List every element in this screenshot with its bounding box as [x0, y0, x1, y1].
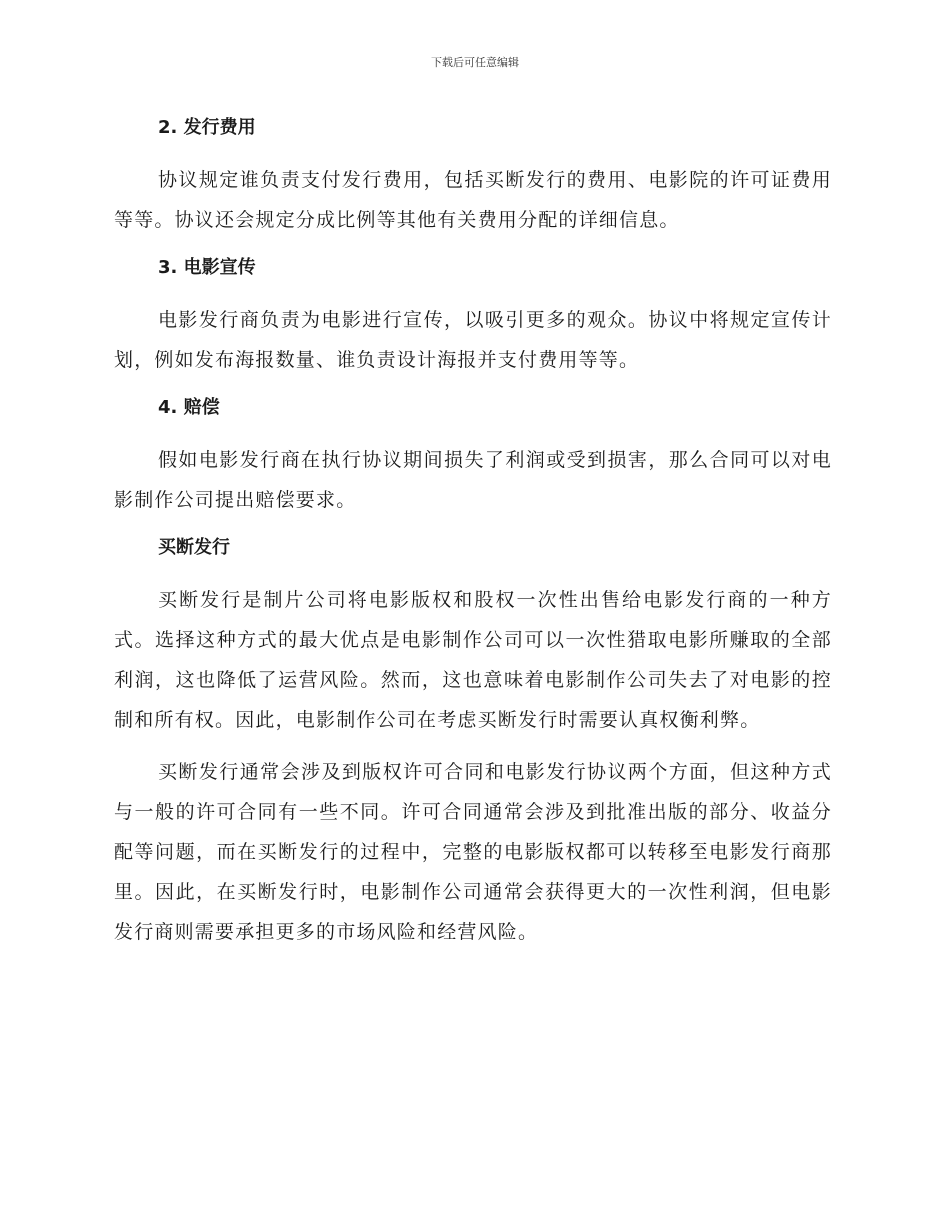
- page-header-note: 下载后可任意编辑: [431, 56, 519, 69]
- paragraph-distribution-fees: 协议规定谁负责支付发行费用，包括买断发行的费用、电影院的许可证费用等等。协议还会规定分成比例等其他有关费用分配的详细信息。: [114, 169, 832, 231]
- section-heading-film-promotion: 3. 电影宣传: [158, 257, 256, 278]
- paragraph-buyout-definition: 买断发行是制片公司将电影版权和股权一次性出售给电影发行商的一种方式。选择这种方式的最大优点是电影制作公司可以一次性猎取电影所赚取的全部利润，这也降低了运营风险。然而，这也意味着电影制作公司失去了对电影的控制和所有权。因此，电影制作公司在考虑买断发行时需要认真权衡利弊。: [114, 589, 832, 731]
- section-heading-compensation: 4. 赔偿: [158, 397, 220, 418]
- document-body: [114, 112, 832, 952]
- paragraph-film-promotion: 电影发行商负责为电影进行宣传，以吸引更多的观众。协议中将规定宣传计划，例如发布海报数量、谁负责设计海报并支付费用等等。: [114, 309, 832, 371]
- section-heading-buyout-distribution: 买断发行: [158, 537, 230, 558]
- paragraph-compensation: 假如电影发行商在执行协议期间损失了利润或受到损害，那么合同可以对电影制作公司提出赔偿要求。: [114, 449, 832, 511]
- section-heading-distribution-fees: 2. 发行费用: [158, 117, 256, 138]
- paragraph-buyout-contracts: 买断发行通常会涉及到版权许可合同和电影发行协议两个方面，但这种方式与一般的许可合同有一些不同。许可合同通常会涉及到批准出版的部分、收益分配等问题，而在买断发行的过程中，完整的电影版权都可以转移至电影发行商那里。因此，在买断发行时，电影制作公司通常会获得更大的一次性利润，但电影发行商则需要承担更多的市场风险和经营风险。: [114, 761, 832, 943]
